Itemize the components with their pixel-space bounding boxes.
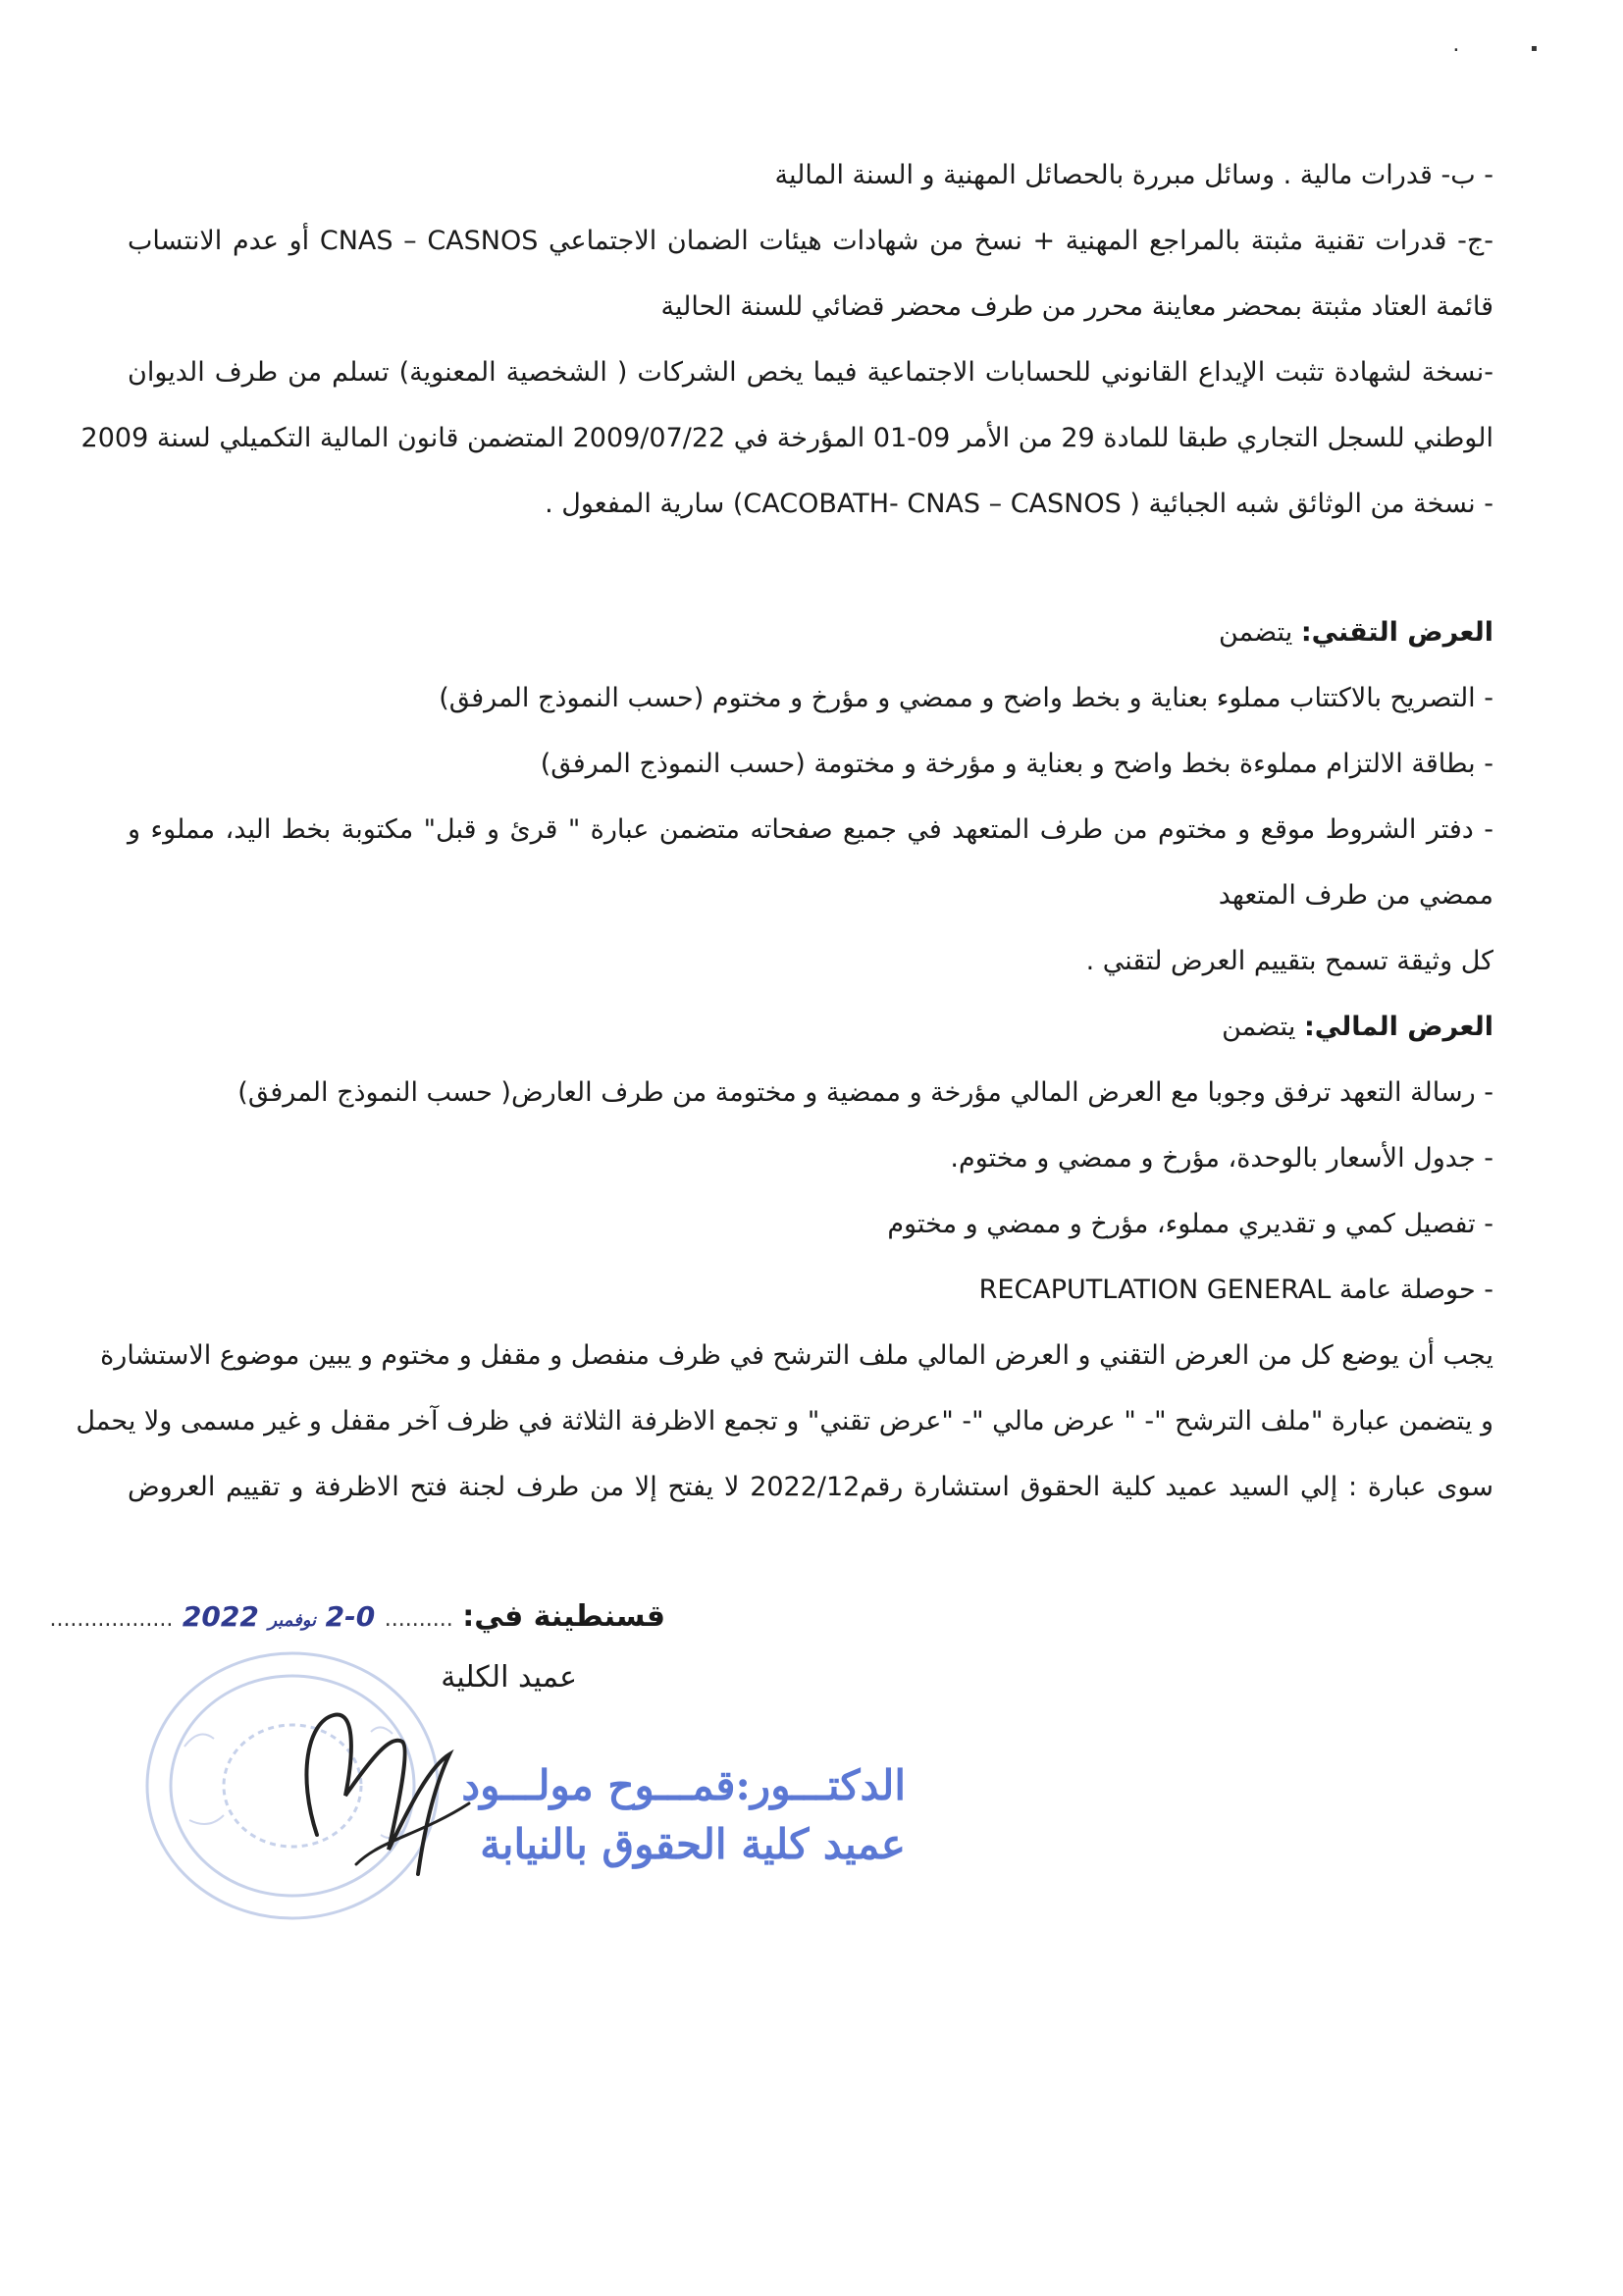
requirement-financial-capacity: - ب- قدرات مالية . وسائل مبررة بالحصائل المهنية و السنة المالية bbox=[774, 160, 1493, 190]
requirement-accounts-deposit: -نسخة لشهادة تثبت الإيداع القانوني للحسابات الاجتماعية فيما يخص الشركات ( الشخصية المعنوية) تسلم من طرف الديوان bbox=[128, 357, 1493, 388]
closing-paragraph-line: سوى عبارة : إلي السيد عميد كلية الحقوق استشارة رقم2022/12 لا يفتح إلا من طرف لجنة فتح الاظرفة و تقييم العروض bbox=[128, 1472, 1493, 1502]
technical-offer-item: - دفتر الشروط موقع و مختوم من طرف المتعهد في جميع صفحاته متضمن عبارة " قرئ و قبل" مكتوبة بخط اليد، مملوء و bbox=[128, 814, 1493, 845]
scan-mark-left: ٠ bbox=[1450, 37, 1462, 62]
requirement-parafiscal-documents: - نسخة من الوثائق شبه الجبائية ( CACOBATH- CNAS – CASNOS) سارية المفعول . bbox=[545, 489, 1493, 519]
technical-offer-heading-row bbox=[128, 600, 1493, 665]
technical-offer-heading: العرض التقني: bbox=[1300, 617, 1493, 648]
signature-block bbox=[49, 1599, 906, 1923]
technical-offer-item: - بطاقة الالتزام مملوءة بخط واضح و بعناية و مؤرخة و مختومة (حسب النموذج المرفق) bbox=[540, 749, 1493, 779]
technical-offer-item-cont: ممضي من طرف المتعهد bbox=[1218, 880, 1493, 911]
technical-offer-item: - التصريح بالاكتتاب مملوء بعناية و بخط واضح و ممضي و مؤرخ و مختوم (حسب النموذج المرفق) bbox=[439, 683, 1493, 713]
technical-offer-intro: يتضمن bbox=[1219, 617, 1293, 648]
financial-offer-item: - رسالة التعهد ترفق وجوبا مع العرض المالي مؤرخة و ممضية و مختومة من طرف العارض( حسب النموذج المرفق) bbox=[237, 1077, 1493, 1108]
financial-offer-item: - جدول الأسعار بالوحدة، مؤرخ و ممضي و مختوم. bbox=[950, 1143, 1493, 1174]
seal-name bbox=[435, 1756, 906, 1874]
financial-offer-item: - حوصلة عامة RECAPUTLATION GENERAL bbox=[978, 1275, 1493, 1305]
place-label: قسنطينة في: bbox=[462, 1599, 665, 1634]
date-stamp-year: 2022 bbox=[182, 1600, 259, 1633]
financial-offer-item: - تفصيل كمي و تقديري مملوء، مؤرخ و ممضي و مختوم bbox=[887, 1209, 1493, 1239]
place-date-line bbox=[49, 1599, 665, 1634]
financial-offer-heading-row bbox=[128, 994, 1493, 1060]
financial-offer-intro: يتضمن bbox=[1222, 1012, 1296, 1042]
document-body bbox=[76, 142, 1493, 1520]
seal-name-line2: عميد كلية الحقوق بالنيابة bbox=[480, 1820, 906, 1868]
scan-mark-right: ▪ bbox=[1531, 43, 1538, 54]
dots-leader: .................. bbox=[49, 1607, 174, 1632]
requirement-accounts-deposit-cont: الوطني للسجل التجاري طبقا للمادة 29 من الأمر 09-01 المؤرخة في 2009/07/22 المتضمن قانون المالية التكميلي لسنة 2009 bbox=[80, 423, 1493, 453]
requirement-equipment-list: قائمة العتاد مثبتة بمحضر معاينة محرر من طرف محضر قضائي للسنة الحالية bbox=[660, 291, 1493, 322]
dots-leader: .......... bbox=[384, 1607, 453, 1632]
technical-offer-item: كل وثيقة تسمح بتقييم العرض لتقني . bbox=[1085, 946, 1493, 976]
closing-paragraph-line: و يتضمن عبارة "ملف الترشح "- " عرض مالي "- "عرض تقني" و تجمع الاظرفة الثلاثة في ظرف آخر مقفل و غير مسمى ولا يحمل bbox=[76, 1406, 1493, 1436]
closing-paragraph-line: يجب أن يوضع كل من العرض التقني و العرض المالي ملف الترشح في ظرف منفصل و مقفل و مختوم و يبين موضوع الاستشارة bbox=[100, 1340, 1493, 1371]
section-gap bbox=[128, 537, 1493, 600]
dean-title: عميد الكلية bbox=[441, 1660, 577, 1695]
requirement-technical-capacity: -ج- قدرات تقنية مثبتة بالمراجع المهنية + نسخ من شهادات هيئات الضمان الاجتماعي CNAS – CASNOS أو عدم الانتساب bbox=[128, 226, 1493, 256]
date-stamp-month: نوفمبر bbox=[268, 1610, 317, 1631]
financial-offer-heading: العرض المالي: bbox=[1303, 1012, 1493, 1042]
date-stamp-day: 0-2 bbox=[325, 1600, 376, 1633]
seal-name-line1: الدكتـــور:قمـــوح مولـــود bbox=[461, 1761, 906, 1809]
